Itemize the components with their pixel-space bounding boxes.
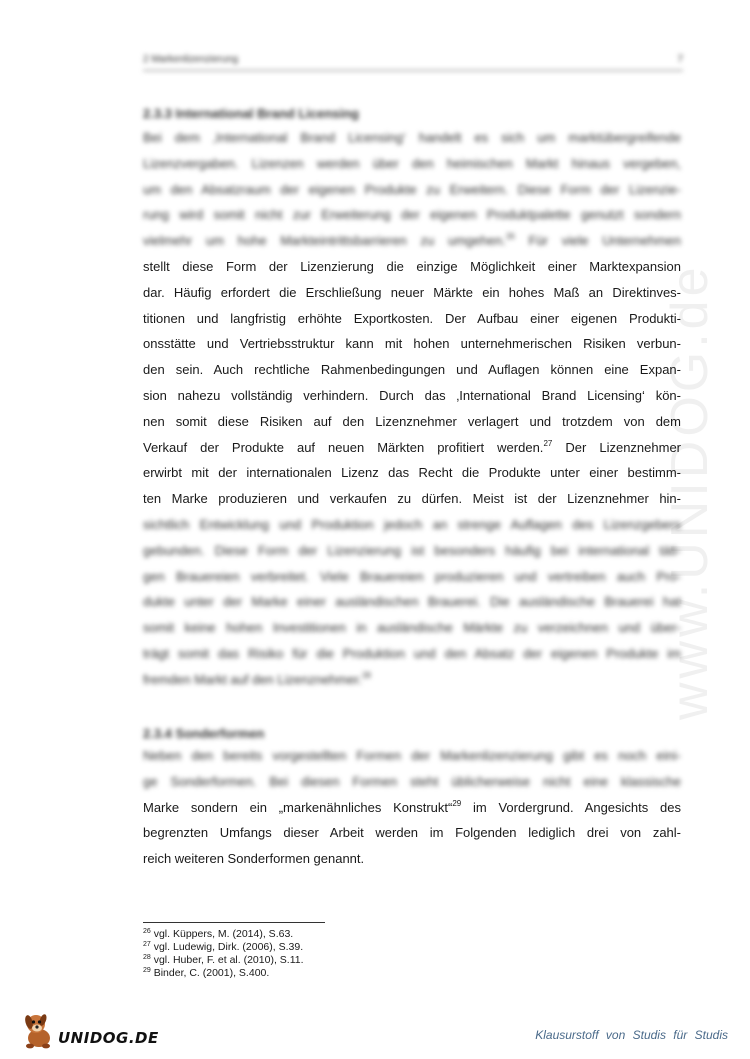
text-line: gen Brauereien verbreitet. Viele Brauereien produzieren und vertreiben auch Pro- <box>143 568 681 584</box>
text-segment: fremden Markt auf den Lizenznehmer. <box>143 671 362 687</box>
footnote-text: vgl. Huber, F. et al. (2010), S.11. <box>153 954 304 966</box>
text-line: sion nahezu vollständig verhindern. Durch das ‚International Brand Licensing‘ kön- <box>143 387 681 403</box>
running-header <box>143 54 683 71</box>
text-line: Bei dem ‚International Brand Licensing‘ handelt es sich um marktübergreifende <box>143 130 681 145</box>
footnotes <box>143 928 304 980</box>
text-line: dar. Häufig erfordert die Erschließung neuer Märkte ein hohes Maß an Direktinves- <box>143 284 681 300</box>
page-number: 7 <box>677 54 683 65</box>
footnote-number: 26 <box>143 928 151 935</box>
text-segment: Marke sondern ein „markenähnliches Konstrukt“ <box>143 799 453 815</box>
footnote-divider <box>143 922 325 923</box>
text-line: rung wird somit nicht zur Erweiterung der eigenen Produktpalette genutzt sondern <box>143 207 681 223</box>
text-line: Neben den bereits vorgestellten Formen der Markenlizenzierung gibt es noch eini- <box>143 748 681 763</box>
text-line <box>143 435 681 461</box>
footnote-ref: 29 <box>452 798 462 808</box>
text-line: erwirbt mit der internationalen Lizenz das Recht die Produkte unter einer bestimm- <box>143 465 681 481</box>
footnote <box>143 954 304 967</box>
text-line: um den Absatzraum der eigenen Produkte zu Erweitern. Diese Form der Lizenzie- <box>143 181 681 197</box>
text-line: ge Sonderformen. Bei diesen Formen steht üblicherweise nicht eine klassische <box>143 773 681 789</box>
text-line: ten Marke produzieren und verkaufen zu dürfen. Meist ist der Lizenznehmer hin- <box>143 491 681 507</box>
section-title-sonderformen: 2.3.4 Sonderformen <box>143 726 265 741</box>
text-line: Lizenzvergaben. Lizenzen werden über den heimischen Markt hinaus vergeben, <box>143 155 681 171</box>
footnote-text: Binder, C. (2001), S.400. <box>153 967 270 979</box>
watermark-text: www.UNIDOG.de <box>661 263 719 720</box>
text-line: stellt diese Form der Lizenzierung die einzige Möglichkeit einer Marktexpansion <box>143 258 681 274</box>
text-line: somit keine hohen Investitionen in ausländische Märkte zu verzeichnen und über- <box>143 620 681 636</box>
footnote <box>143 928 304 941</box>
text-line: reich weiteren Sonderformen genannt. <box>143 851 365 867</box>
text-line: gebunden. Diese Form der Lizenzierung ist besonders häufig bei international täti- <box>143 542 681 558</box>
paragraph-sonderformen <box>143 743 681 872</box>
footnote-ref: 27 <box>543 438 553 448</box>
text-segment: Verkauf der Produkte auf neuen Märkten profitiert werden. <box>143 439 544 455</box>
text-line <box>143 795 681 821</box>
text-line <box>143 667 681 693</box>
unidog-logo[interactable] <box>22 1010 162 1050</box>
text-line: dukte unter der Marke einer ausländischen Brauerei. Die ausländische Brauerei hat <box>143 594 681 610</box>
text-line: sichtlich Entwicklung und Produktion jedoch an strenge Auflagen des Lizenzgebers <box>143 516 681 532</box>
footnote-number: 28 <box>143 954 151 961</box>
footnote <box>143 967 304 980</box>
text-segment: Der Lizenznehmer <box>565 439 681 455</box>
text-line: trägt somit das Risiko für die Produktion und den Absatz der eigenen Produkte im <box>143 645 681 661</box>
text-line: titionen und langfristig erhöhte Exportkosten. Der Aufbau einer eigenen Produkti- <box>143 310 681 326</box>
footnote-number: 27 <box>143 941 151 948</box>
footnote-text: vgl. Küppers, M. (2014), S.63. <box>153 928 294 940</box>
paragraph-international-brand-licensing <box>143 125 681 693</box>
footnote-text: vgl. Ludewig, Dirk. (2006), S.39. <box>153 941 304 953</box>
footnote-ref: 26 <box>505 232 515 242</box>
section-title-international-brand-licensing: 2.3.3 International Brand Licensing <box>143 106 359 121</box>
text-line: nen somit diese Risiken auf den Lizenznehmer verlagert und trotzdem von dem <box>143 413 681 429</box>
text-line <box>143 228 681 254</box>
text-segment: vielmehr um hohe Markteintrittsbarrieren zu umgehen. <box>143 233 506 249</box>
text-segment: im Vordergrund. Angesichts des <box>473 799 681 815</box>
footnote <box>143 941 304 954</box>
text-segment: Für viele Unternehmen <box>528 233 681 249</box>
text-line: onsstätte und Vertriebsstruktur kann mit hohen unternehmerischen Risiken verbun- <box>143 336 681 352</box>
footnote-ref: 28 <box>361 670 371 680</box>
header-chapter: 2 Markenlizenzierung <box>143 54 239 65</box>
text-line: begrenzten Umfangs dieser Arbeit werden im Folgenden lediglich drei von zahl- <box>143 825 681 841</box>
footnote-number: 29 <box>143 967 151 974</box>
logo-text: UNIDOG.DE <box>58 1029 159 1047</box>
text-line: den sein. Auch rechtliche Rahmenbedingungen und Auflagen können eine Expan- <box>143 362 681 378</box>
footer-slogan: Klausurstoff von Studis für Studis <box>535 1028 728 1042</box>
